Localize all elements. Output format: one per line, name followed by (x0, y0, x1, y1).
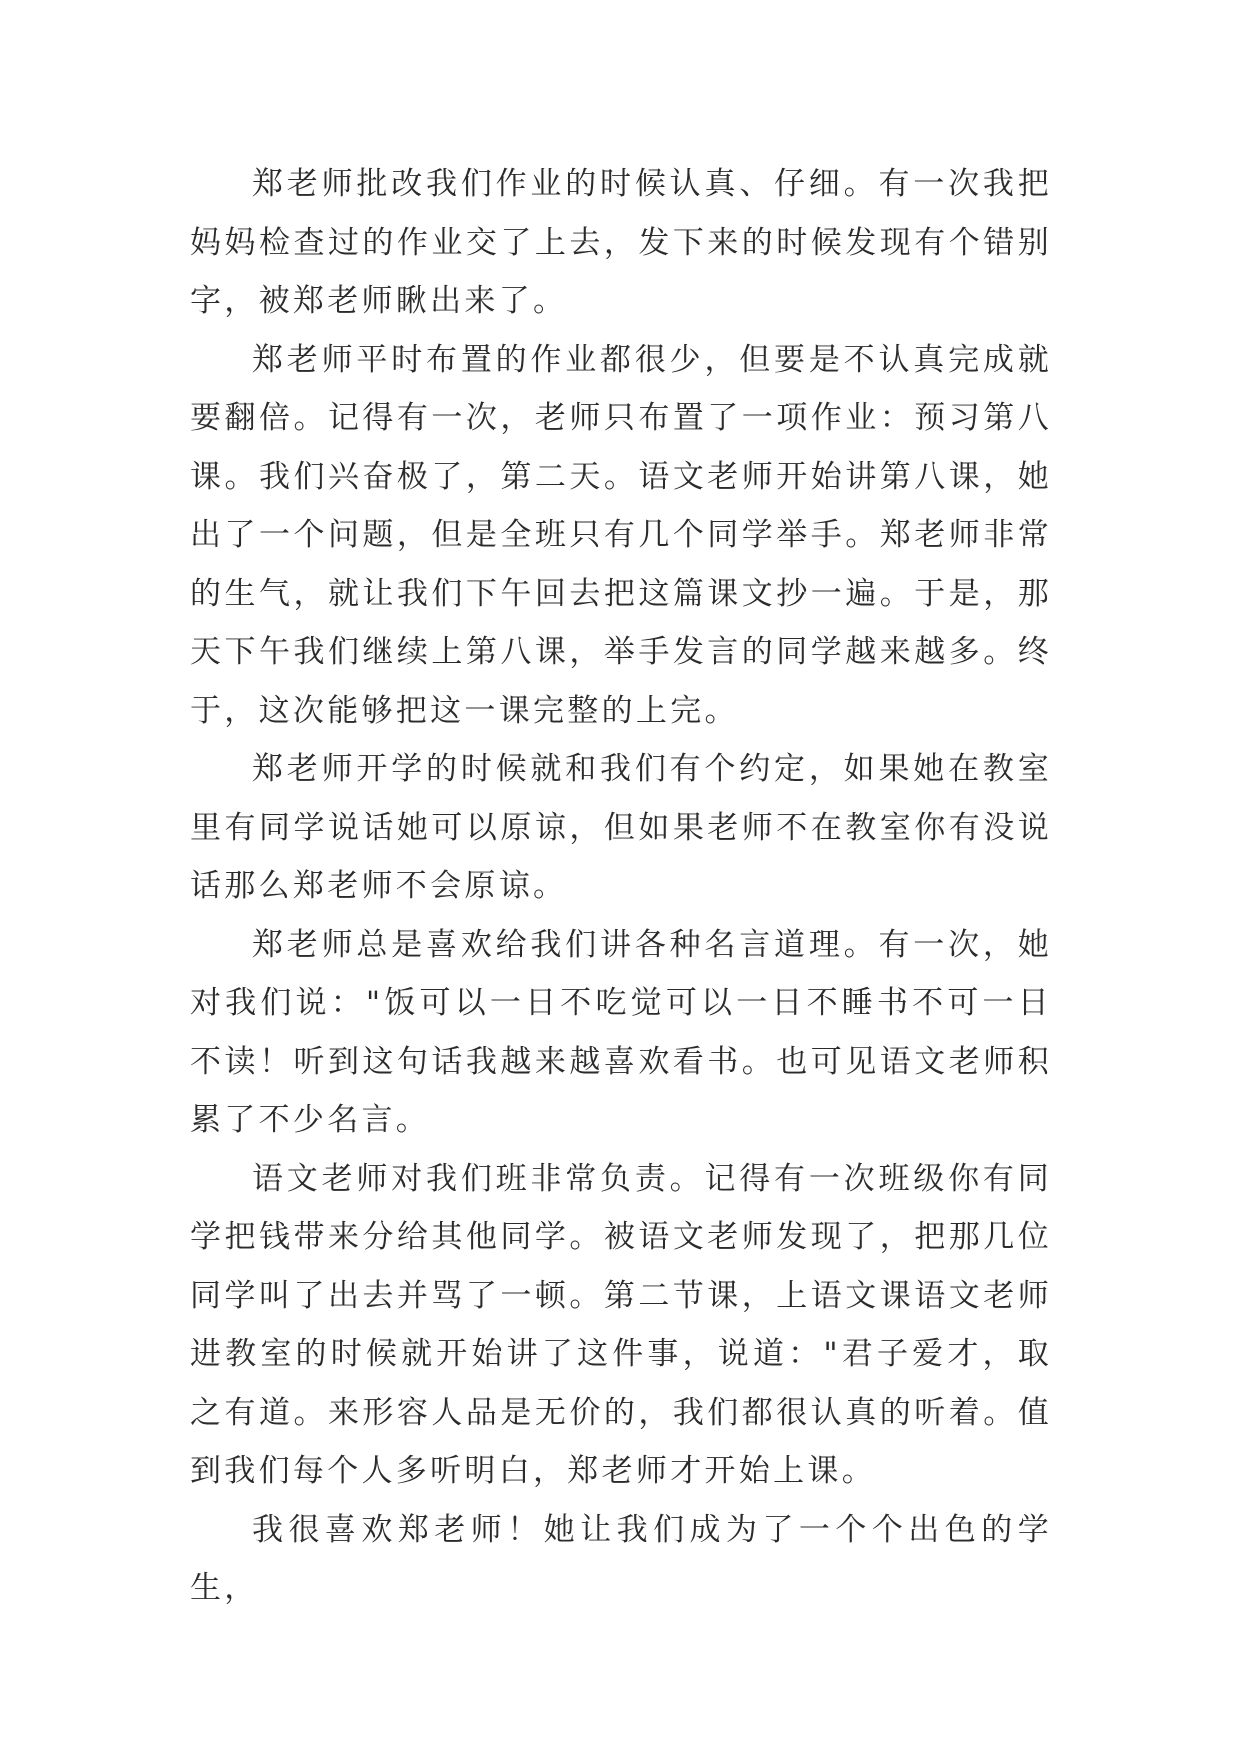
paragraph-conclusion: 我很喜欢郑老师！她让我们成为了一个个出色的学生， (190, 1511, 1052, 1606)
document-body (190, 155, 1052, 1618)
paragraph-homework-assignment: 郑老师平时布置的作业都很少，但要是不认真完成就要翻倍。记得有一次，老师只布置了一项作业：预习第八课。我们兴奋极了，第二天。语文老师开始讲第八课，她出了一个问题，但是全班只有几个同学举手。郑老师非常的生气，就让我们下午回去把这篇课文抄一遍。于是，那天下午我们继续上第八课，举手发言的同学越来越多。终于，这次能够把这一课完整的上完。 (190, 341, 1052, 729)
paragraph-classroom-agreement: 郑老师开学的时候就和我们有个约定，如果她在教室里有同学说话她可以原谅，但如果老师不在教室你有没说话那么郑老师不会原谅。 (190, 751, 1052, 904)
paragraph-responsible-teacher: 语文老师对我们班非常负责。记得有一次班级你有同学把钱带来分给其他同学。被语文老师发现了，把那几位同学叫了出去并骂了一顿。第二节课，上语文课语文老师进教室的时候就开始讲了这件事，说道："君子爱才，取之有道。来形容人品是无价的，我们都很认真的听着。值到我们每个人多听明白，郑老师才开始上课。 (190, 1160, 1052, 1489)
paragraph-famous-sayings: 郑老师总是喜欢给我们讲各种名言道理。有一次，她对我们说："饭可以一日不吃觉可以一日不睡书不可一日不读！听到这句话我越来越喜欢看书。也可见语文老师积累了不少名言。 (190, 926, 1052, 1138)
paragraph-grading-homework: 郑老师批改我们作业的时候认真、仔细。有一次我把妈妈检查过的作业交了上去，发下来的时候发现有个错别字，被郑老师瞅出来了。 (190, 166, 1052, 319)
